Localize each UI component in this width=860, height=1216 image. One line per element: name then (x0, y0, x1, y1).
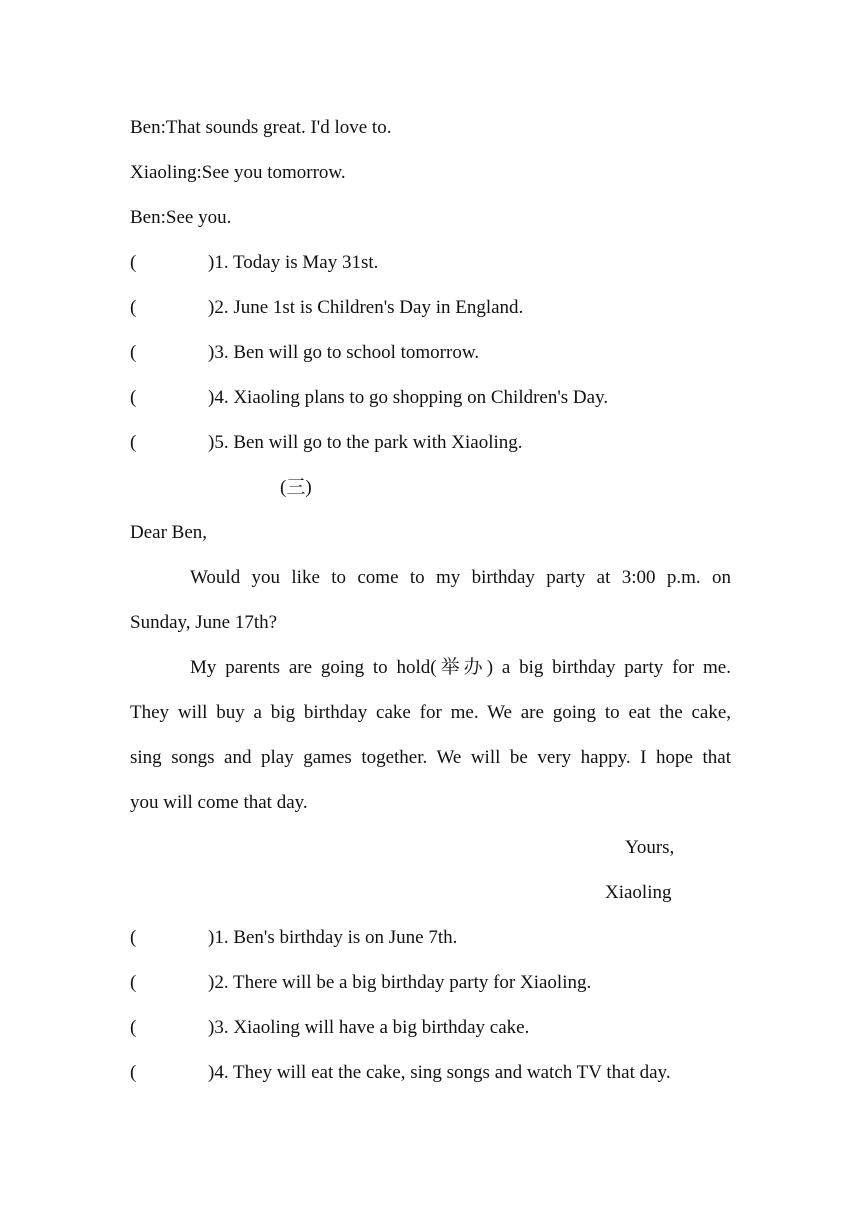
question-text: )2. June 1st is Children's Day in England. (208, 297, 524, 318)
answer-blank[interactable]: ( (130, 387, 137, 408)
letter-salutation: Dear Ben, (130, 522, 208, 543)
letter-signature: Xiaoling (605, 882, 672, 903)
letter-paragraph-line: They will buy a big birthday cake for me. We are going to eat the cake, (130, 702, 731, 723)
question-text: )2. There will be a big birthday party for Xiaoling. (208, 972, 592, 993)
question-text: )1. Ben's birthday is on June 7th. (208, 927, 458, 948)
dialogue-line-ben: Ben:That sounds great. I'd love to. (130, 117, 392, 138)
section-heading: (三) (280, 477, 312, 498)
question-text: )4. Xiaoling plans to go shopping on Children's Day. (208, 387, 609, 408)
question-text: )3. Xiaoling will have a big birthday cake. (208, 1017, 530, 1038)
answer-blank[interactable]: ( (130, 342, 137, 363)
letter-paragraph-line: sing songs and play games together. We will be very happy. I hope that (130, 747, 731, 768)
answer-blank[interactable]: ( (130, 1017, 137, 1038)
letter-paragraph-line: Sunday, June 17th? (130, 612, 278, 633)
letter-closing: Yours, (625, 837, 675, 858)
answer-blank[interactable]: ( (130, 252, 137, 273)
answer-blank[interactable]: ( (130, 972, 137, 993)
answer-blank[interactable]: ( (130, 297, 137, 318)
question-text: )4. They will eat the cake, sing songs and watch TV that day. (208, 1062, 671, 1083)
question-text: )3. Ben will go to school tomorrow. (208, 342, 480, 363)
letter-paragraph-line: Would you like to come to my birthday party at 3:00 p.m. on (190, 567, 731, 588)
question-text: )5. Ben will go to the park with Xiaoling. (208, 432, 523, 453)
letter-paragraph-line: My parents are going to hold(举办) a big birthday party for me. (190, 657, 731, 678)
answer-blank[interactable]: ( (130, 927, 137, 948)
letter-paragraph-line: you will come that day. (130, 792, 308, 813)
answer-blank[interactable]: ( (130, 1062, 137, 1083)
question-text: )1. Today is May 31st. (208, 252, 379, 273)
dialogue-line-ben-goodbye: Ben:See you. (130, 207, 232, 228)
answer-blank[interactable]: ( (130, 432, 137, 453)
dialogue-line-xiaoling: Xiaoling:See you tomorrow. (130, 162, 346, 183)
